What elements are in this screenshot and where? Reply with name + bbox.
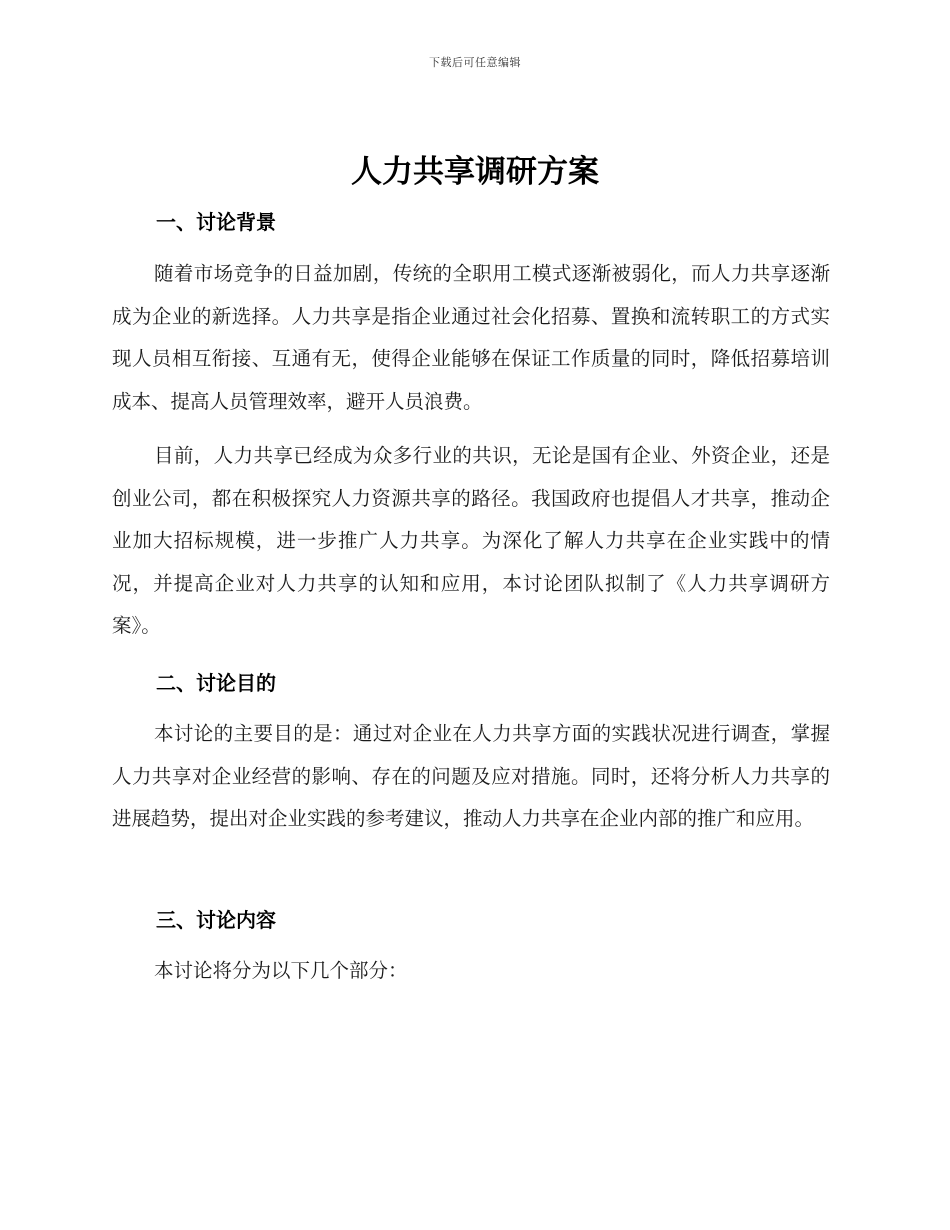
paragraph-background-2: 目前，人力共享已经成为众多行业的共识，无论是国有企业、外资企业，还是创业公司，都在积极探究人力资源共享的路径。我国政府也提倡人才共享，推动企业加大招标规模，进一步推广人力共享。为深化了解人力共享在企业实践中的情况，并提高企业对人力共享的认知和应用，本讨论团队拟制了《人力共享调研方案》。 bbox=[112, 444, 830, 637]
section-heading-purpose: 二、讨论目的 bbox=[156, 671, 276, 695]
header-note: 下载后可任意编辑 bbox=[429, 56, 521, 69]
paragraph-purpose-1: 本讨论的主要目的是：通过对企业在人力共享方面的实践状况进行调查，掌握人力共享对企业经营的影响、存在的问题及应对措施。同时，还将分析人力共享的进展趋势，提出对企业实践的参考建议，推动人力共享在企业内部的推广和应用。 bbox=[112, 722, 830, 830]
section-heading-background: 一、讨论背景 bbox=[156, 210, 276, 234]
section-heading-content: 三、讨论内容 bbox=[156, 908, 276, 932]
paragraph-background-1: 随着市场竞争的日益加剧，传统的全职用工模式逐渐被弱化，而人力共享逐渐成为企业的新选择。人力共享是指企业通过社会化招募、置换和流转职工的方式实现人员相互衔接、互通有无，使得企业能够在保证工作质量的同时，降低招募培训成本、提高人员管理效率，避开人员浪费。 bbox=[112, 262, 830, 413]
document-title: 人力共享调研方案 bbox=[351, 154, 599, 190]
paragraph-content-1: 本讨论将分为以下几个部分： bbox=[154, 959, 408, 982]
